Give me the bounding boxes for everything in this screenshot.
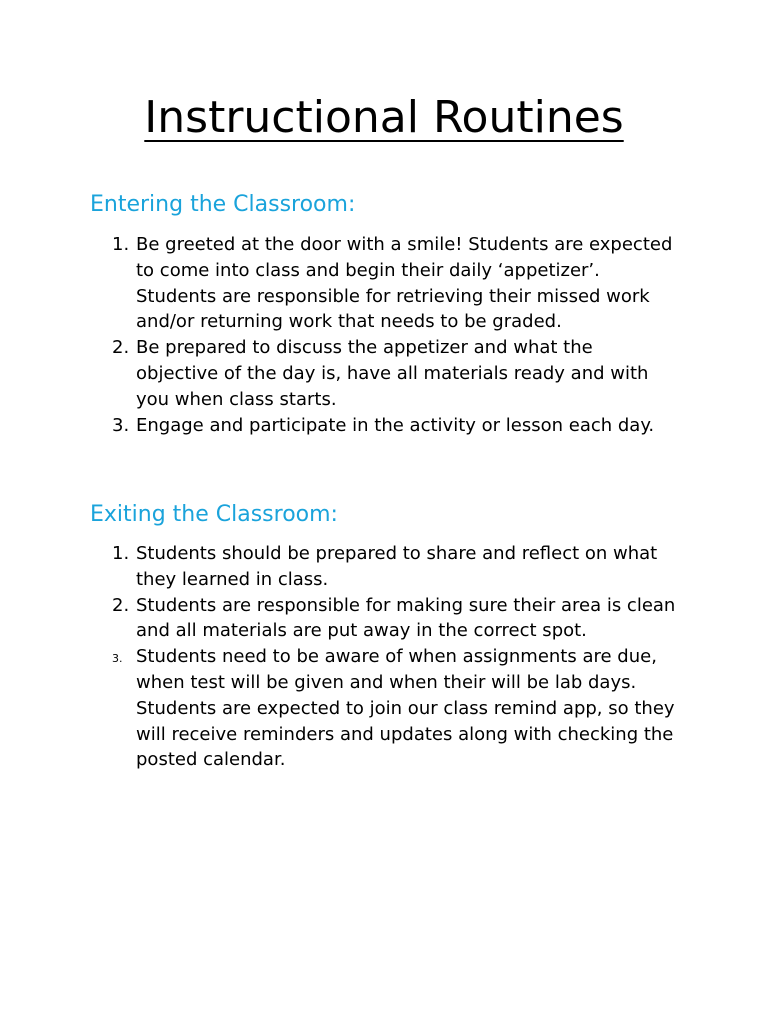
list-item-text: Students should be prepared to share and reflect on what they learned in class.: [136, 543, 658, 590]
list-item-number: 2.: [112, 594, 130, 616]
list-item: [0, 541, 676, 593]
list-item-text: Be prepared to discuss the appetizer and what the objective of the day is, have all materials ready and with you when class starts.: [136, 337, 649, 410]
exiting-routines-list: [0, 541, 768, 773]
list-item-number: 3.: [112, 652, 123, 666]
section-heading-entering: Entering the Classroom:: [90, 192, 356, 217]
page-title: [0, 88, 768, 148]
section-heading-exiting: Exiting the Classroom:: [90, 502, 338, 527]
entering-routines-list: [0, 232, 768, 438]
list-item: [0, 335, 676, 412]
list-item-text: Students need to be aware of when assignments are due, when test will be given and when their will be lab days. Students are expected to join our class remind app, so they will receive reminders and updates along with checking the posted calendar.: [136, 646, 675, 771]
list-item: [0, 644, 676, 773]
list-item-number: 1.: [112, 543, 130, 564]
page-title-text: Instructional Routines: [144, 92, 624, 143]
list-item-number: 2.: [112, 337, 130, 359]
list-item: [0, 593, 676, 645]
list-item-number: 1.: [112, 234, 130, 255]
list-item-text: Students are responsible for making sure their area is clean and all materials are put away in the correct spot.: [136, 594, 676, 642]
list-item: [0, 413, 676, 439]
list-item-number: 3.: [112, 414, 130, 436]
list-item-text: Be greeted at the door with a smile! Students are expected to come into class and begin their daily ‘appetizer’. Students are responsible for retrieving their missed work and/or returning work that needs to be graded.: [136, 234, 673, 333]
list-item: [0, 232, 676, 335]
list-item-text: Engage and participate in the activity or lesson each day.: [136, 414, 655, 436]
